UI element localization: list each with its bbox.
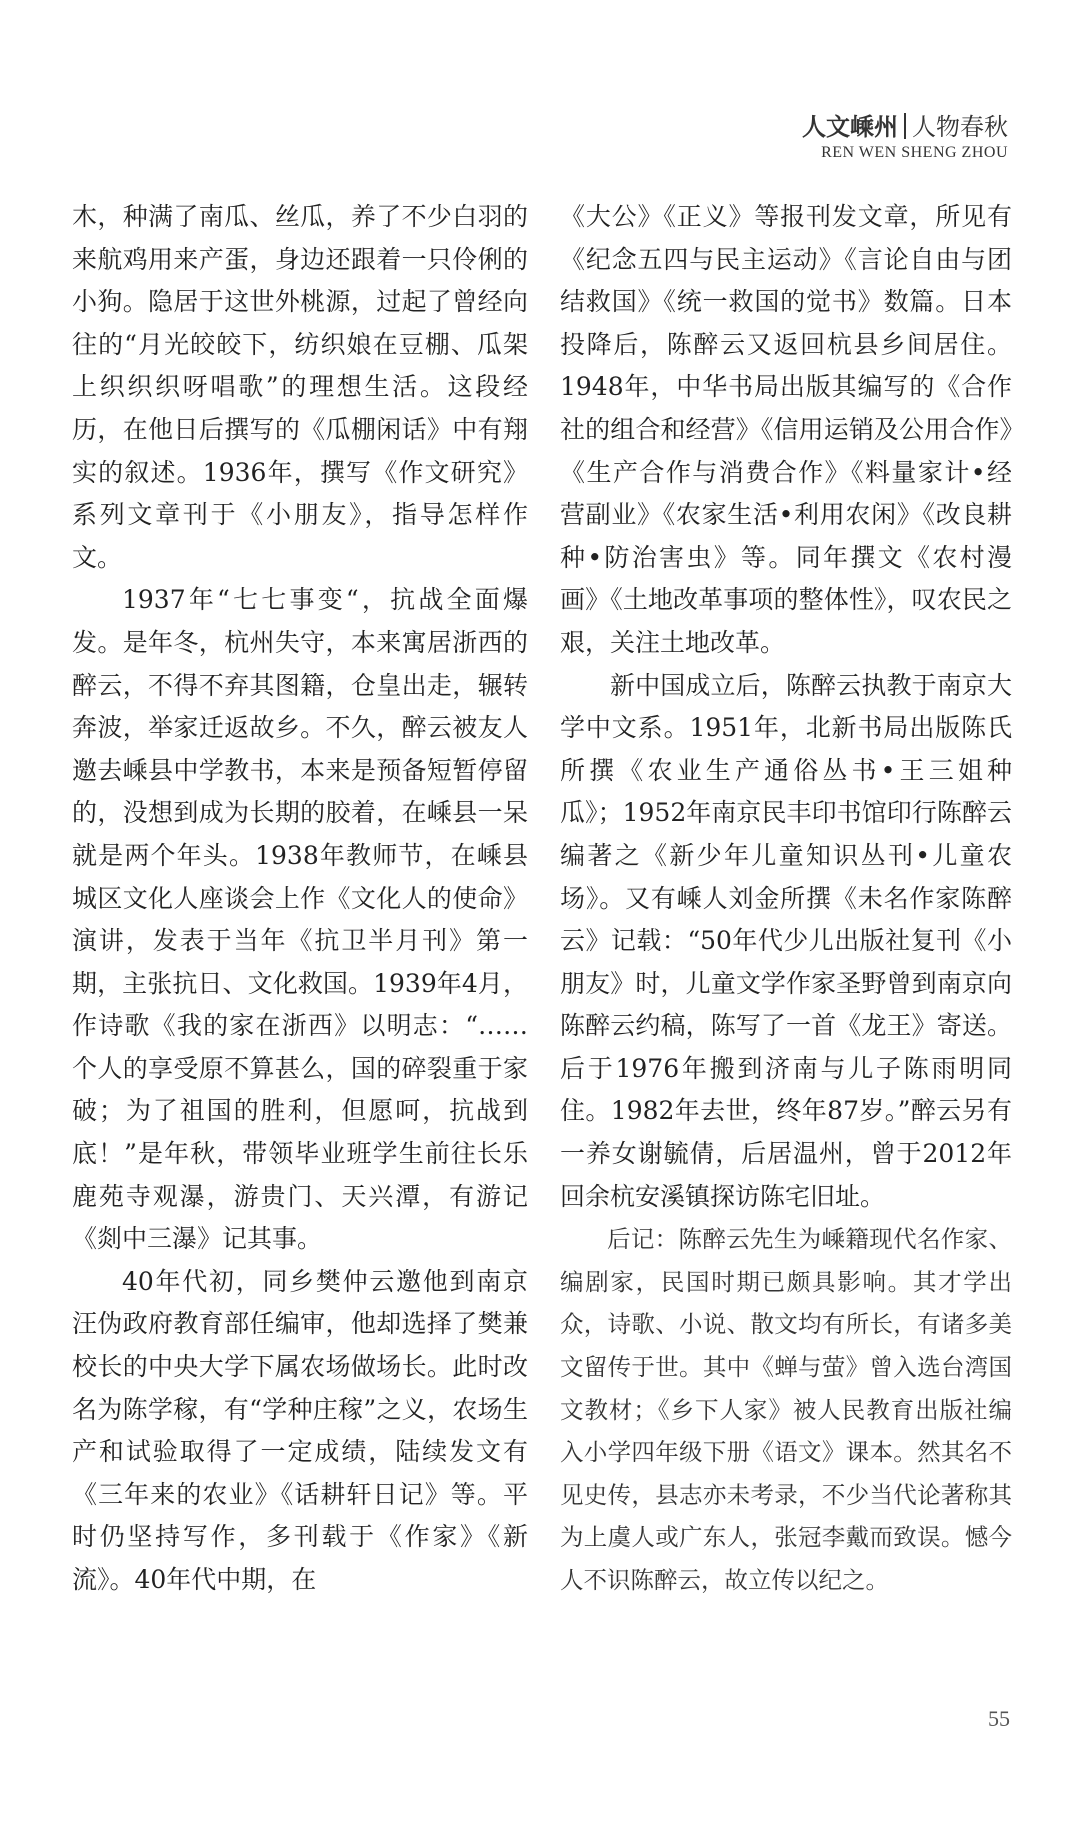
paragraph: 木，种满了南瓜、丝瓜，养了不少白羽的来航鸡用来产蛋，身边还跟着一只伶俐的小狗。隐居于这世外桃源，过起了曾经向往的“月光皎皎下，纺织娘在豆棚、瓜架上织织织呀唱歌”的理想生活。这段经历，在他日后撰写的《瓜棚闲话》中有翔实的叙述。1936年，撰写《作文研究》系列文章刊于《小朋友》，指导怎样作文。 (72, 202, 528, 572)
header-title (802, 112, 1008, 142)
page-number: 55 (988, 1706, 1010, 1731)
paragraph: 《大公》《正义》等报刊发文章，所见有《纪念五四与民主运动》《言论自由与团结救国》《统一救国的觉书》数篇。日本投降后，陈醉云又返回杭县乡间居住。1948年，中华书局出版其编写的《合作社的组合和经营》《信用运销及公用合作》《生产合作与消费合作》《料量家计•经营副业》《农家生活•利用农闲》《改良耕种•防治害虫》等。同年撰文《农村漫画》《土地改革事项的整体性》，叹农民之艰，关注土地改革。 (560, 202, 1012, 657)
running-header (802, 112, 1008, 162)
magazine-name: 人文嵊州 (802, 112, 898, 141)
right-column (560, 196, 1012, 1602)
paragraph: 1937年“七七事变“，抗战全面爆发。是年冬，杭州失守，本来寓居浙西的醉云，不得不弃其图籍，仓皇出走，辗转奔波，举家迁返故乡。不久，醉云被友人邀去嵊县中学教书，本来是预备短暂停留的，没想到成为长期的胶着，在嵊县一呆就是两个年头。1938年教师节，在嵊县城区文化人座谈会上作《文化人的使命》演讲，发表于当年《抗卫半月刊》第一期，主张抗日、文化救国。1939年4月，作诗歌《我的家在浙西》以明志：“……个人的享受原不算甚么，国的碎裂重于家破；为了祖国的胜利，但愿呵，抗战到底！”是年秋，带领毕业班学生前往长乐鹿苑寺观瀑，游贵门、天兴潭，有游记《剡中三瀑》记其事。 (72, 585, 528, 1254)
paragraph: 新中国成立后，陈醉云执教于南京大学中文系。1951年，北新书局出版陈氏所撰《农业生产通俗丛书•王三姐种瓜》；1952年南京民丰印书馆印行陈醉云编著之《新少年儿童知识丛刊•儿童农场》。又有嵊人刘金所撰《未名作家陈醉云》记载：“50年代少儿出版社复刊《小朋友》时，儿童文学作家圣野曾到南京向陈醉云约稿，陈写了一首《龙王》寄送。后于1976年搬到济南与儿子陈雨明同住。1982年去世，终年87岁。”醉云另有一养女谢毓倩，后居温州，曾于2012年回余杭安溪镇探访陈宅旧址。 (560, 670, 1012, 1211)
header-pinyin: REN WEN SHENG ZHOU (821, 144, 1008, 161)
left-column (72, 196, 528, 1602)
paragraph: 40年代初，同乡樊仲云邀他到南京汪伪政府教育部任编审，他却选择了樊兼校长的中央大学下属农场做场长。此时改名为陈学稼，有“学种庄稼”之义，农场生产和试验取得了一定成绩，陆续发文有《三年来的农业》《话耕轩日记》等。平时仍坚持写作，多刊载于《作家》《新流》。40年代中期，在 (72, 1266, 528, 1594)
afterword: 后记：陈醉云先生为嵊籍现代名作家、编剧家，民国时期已颇具影响。其才学出众，诗歌、小说、散文均有所长，有诸多美文留传于世。其中《蝉与萤》曾入选台湾国文教材；《乡下人家》被人民教育出版社编入小学四年级下册《语文》课本。然其名不见史传，县志亦未考录，不少当代论著称其为上虞人或广东人，张冠李戴而致误。憾今人不识陈醉云，故立传以纪之。 (560, 1225, 1012, 1594)
header-divider (904, 113, 906, 139)
section-name: 人物春秋 (912, 113, 1008, 141)
